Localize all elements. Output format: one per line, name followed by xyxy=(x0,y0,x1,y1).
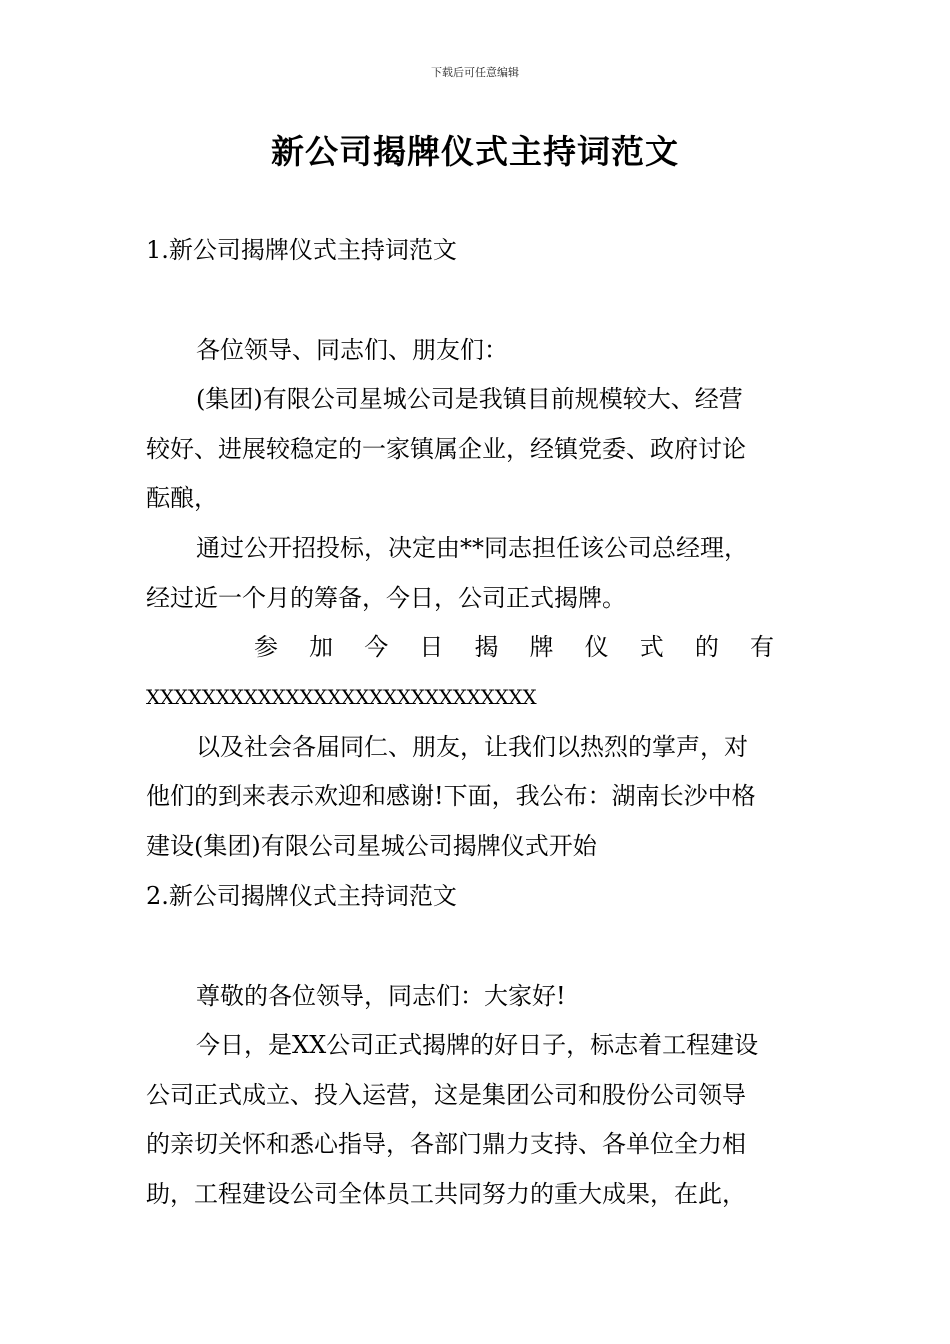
section1-paragraph4-line1: 以及社会各届同仁、朋友，让我们以热烈的掌声，对 xyxy=(196,733,748,761)
spread-char: 加 xyxy=(309,633,334,661)
spread-char: 今 xyxy=(364,633,389,661)
spread-char: 参 xyxy=(254,633,278,661)
section2-paragraph1-line4: 助，工程建设公司全体员工共同努力的重大成果，在此， xyxy=(146,1180,746,1208)
section2-heading: 2.新公司揭牌仪式主持词范文 xyxy=(146,882,457,910)
section1-paragraph3-line1 xyxy=(254,631,774,663)
header-note: 下载后可任意编辑 xyxy=(431,66,519,79)
section2-paragraph1-line2: 公司正式成立、投入运营，这是集团公司和股份公司领导 xyxy=(146,1081,746,1109)
section2-paragraph1-line1: 今日，是XX公司正式揭牌的好日子，标志着工程建设 xyxy=(196,1031,759,1059)
spread-char: 的 xyxy=(694,633,719,661)
document-title: 新公司揭牌仪式主持词范文 xyxy=(271,132,679,171)
spread-char: 日 xyxy=(419,633,444,661)
section1-paragraph1-line1: (集团)有限公司星城公司是我镇目前规模较大、经营 xyxy=(196,385,743,413)
section1-paragraph4-line3: 建设(集团)有限公司星城公司揭牌仪式开始 xyxy=(146,832,597,860)
spread-char: 牌 xyxy=(529,633,554,661)
section1-paragraph4-line2: 他们的到来表示欢迎和感谢!下面，我公布：湖南长沙中格 xyxy=(146,782,756,810)
section2-paragraph1-line3: 的亲切关怀和悉心指导，各部门鼎力支持、各单位全力相 xyxy=(146,1130,746,1158)
section1-greeting: 各位领导、同志们、朋友们： xyxy=(196,336,508,364)
section2-greeting: 尊敬的各位领导，同志们：大家好! xyxy=(196,982,566,1010)
section1-paragraph1-line3: 酝酿， xyxy=(146,484,218,512)
section1-paragraph3-line2: XXXXXXXXXXXXXXXXXXXXXXXXXXXX xyxy=(146,685,537,709)
section1-heading: 1.新公司揭牌仪式主持词范文 xyxy=(146,236,457,264)
spread-char: 仪 xyxy=(584,633,609,661)
section1-paragraph1-line2: 较好、进展较稳定的一家镇属企业，经镇党委、政府讨论 xyxy=(146,435,746,463)
section1-paragraph2-line1: 通过公开招投标，决定由**同志担任该公司总经理， xyxy=(196,534,748,562)
spread-char: 式 xyxy=(639,633,664,661)
section1-paragraph2-line2: 经过近一个月的筹备，今日，公司正式揭牌。 xyxy=(146,584,626,612)
spread-char: 有 xyxy=(749,633,774,661)
spread-char: 揭 xyxy=(474,633,499,661)
